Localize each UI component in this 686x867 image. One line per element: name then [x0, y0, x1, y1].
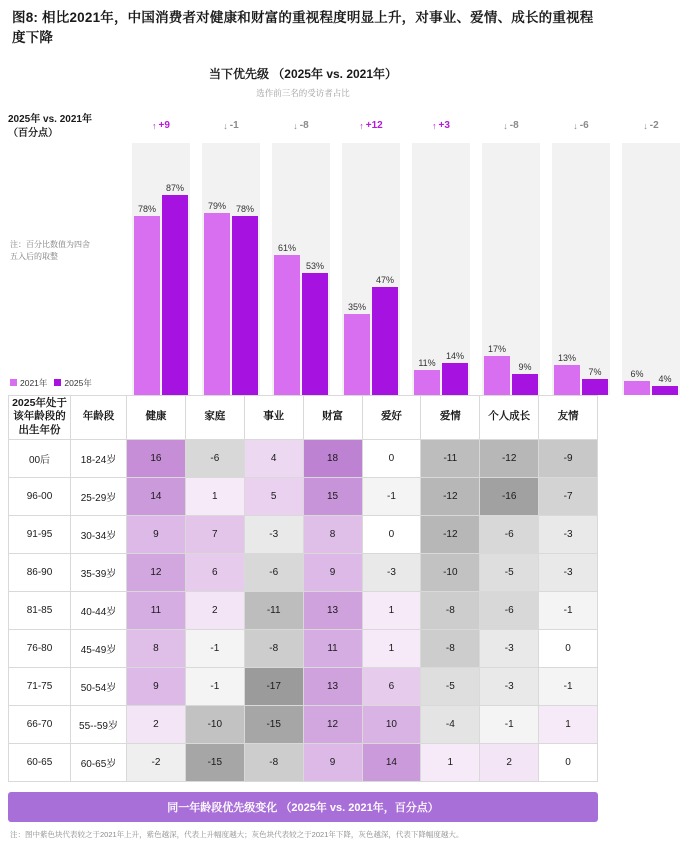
cell-delta-财富: 15	[303, 477, 362, 515]
chart-title: 当下优先级 （2025年 vs. 2021年）	[208, 66, 398, 81]
cell-delta-友情: -3	[539, 515, 598, 553]
bar-wrap-2025年-友情	[652, 143, 678, 395]
cell-delta-友情: 0	[539, 743, 598, 781]
legend-swatch-2025	[54, 379, 61, 386]
delta-value-4	[336, 109, 406, 143]
bar-wrap-2025年-个人成长	[582, 143, 608, 395]
bar-value-label: 7%	[588, 366, 602, 377]
cell-delta-爱好: 0	[362, 515, 421, 553]
cell-delta-事业: 5	[244, 477, 303, 515]
arrow-down-icon: ↓	[503, 120, 508, 131]
bar-2021年	[554, 365, 580, 395]
bar-wrap-2025年-事业	[302, 143, 328, 395]
cell-delta-事业: -8	[244, 743, 303, 781]
cell-birth-year: 81-85	[9, 591, 71, 629]
cell-delta-爱情: -8	[421, 591, 480, 629]
cell-age-range: 35-39岁	[71, 553, 127, 591]
cell-delta-个人成长: -1	[480, 705, 539, 743]
cell-delta-财富: 9	[303, 553, 362, 591]
cell-delta-爱情: -11	[421, 439, 480, 477]
cell-delta-健康: 9	[127, 667, 186, 705]
matrix-col-friendship: 友情	[539, 395, 598, 439]
cell-birth-year: 66-70	[9, 705, 71, 743]
cell-delta-个人成长: 2	[480, 743, 539, 781]
bar-value-label: 87%	[165, 182, 184, 193]
cell-delta-健康: 8	[127, 629, 186, 667]
matrix-col-hobby: 爱好	[362, 395, 421, 439]
bar-value-label: 17%	[487, 343, 506, 354]
arrow-up-icon: ↑	[152, 120, 157, 131]
cell-delta-友情: -7	[539, 477, 598, 515]
delta-value-5	[406, 109, 476, 143]
cell-age-range: 18-24岁	[71, 439, 127, 477]
bar-wrap-2021年-财富	[344, 143, 370, 395]
cell-delta-爱好: 6	[362, 667, 421, 705]
chart-column-3	[266, 109, 336, 395]
cell-delta-财富: 8	[303, 515, 362, 553]
delta-text-3: -8	[299, 120, 309, 131]
bar-2021年	[134, 216, 160, 395]
cell-delta-爱好: 1	[362, 591, 421, 629]
cell-delta-爱情: -8	[421, 629, 480, 667]
cell-age-range: 55--59岁	[71, 705, 127, 743]
legend-label-2021: 2021年	[20, 377, 48, 388]
matrix-header-row	[9, 395, 598, 439]
table-row	[9, 743, 598, 781]
bar-value-label: 13%	[557, 352, 576, 363]
chart-column-4	[336, 109, 406, 395]
cell-age-range: 30-34岁	[71, 515, 127, 553]
cell-delta-友情: -1	[539, 667, 598, 705]
rounding-note: 注：百分比数值为四舍 五入后的取整	[10, 239, 90, 261]
priority-change-matrix	[8, 395, 598, 782]
bar-2021年	[414, 370, 440, 395]
cell-delta-友情: 0	[539, 629, 598, 667]
cell-delta-健康: 11	[127, 591, 186, 629]
cell-delta-爱情: -10	[421, 553, 480, 591]
bar-2021年	[204, 213, 230, 395]
bar-wrap-2021年-家庭	[204, 143, 230, 395]
chart-column-8	[616, 109, 686, 395]
delta-row-header-line2: （百分点）	[8, 128, 58, 139]
bar-wrap-2021年-健康	[134, 143, 160, 395]
table-row	[9, 629, 598, 667]
cell-birth-year: 86-90	[9, 553, 71, 591]
cell-delta-爱情: 1	[421, 743, 480, 781]
bar-group-爱好	[412, 143, 470, 395]
cell-delta-健康: 9	[127, 515, 186, 553]
delta-value-2	[196, 109, 266, 143]
cell-age-range: 40-44岁	[71, 591, 127, 629]
table-row	[9, 477, 598, 515]
bar-wrap-2025年-爱情	[512, 143, 538, 395]
delta-value-1	[126, 109, 196, 143]
matrix-col-wealth: 财富	[303, 395, 362, 439]
cell-delta-爱好: -1	[362, 477, 421, 515]
bar-wrap-2021年-个人成长	[554, 143, 580, 395]
chart-left-column	[8, 109, 126, 395]
bar-wrap-2021年-爱情	[484, 143, 510, 395]
cell-delta-家庭: 7	[185, 515, 244, 553]
cell-delta-个人成长: -6	[480, 591, 539, 629]
cell-birth-year: 71-75	[9, 667, 71, 705]
cell-delta-事业: 4	[244, 439, 303, 477]
bar-wrap-2025年-健康	[162, 143, 188, 395]
cell-delta-事业: -3	[244, 515, 303, 553]
bar-value-label: 78%	[137, 203, 156, 214]
bar-value-label: 14%	[445, 350, 464, 361]
bar-wrap-2025年-财富	[372, 143, 398, 395]
cell-delta-个人成长: -3	[480, 629, 539, 667]
cell-delta-爱情: -5	[421, 667, 480, 705]
delta-value-7	[546, 109, 616, 143]
delta-value-8	[616, 109, 686, 143]
delta-text-8: -2	[649, 120, 659, 131]
cell-delta-友情: 1	[539, 705, 598, 743]
legend-swatch-2021	[10, 379, 17, 386]
cell-delta-事业: -8	[244, 629, 303, 667]
delta-text-1: +9	[158, 120, 170, 131]
cell-birth-year: 60-65	[9, 743, 71, 781]
cell-age-range: 25-29岁	[71, 477, 127, 515]
matrix-col-age: 年龄段	[71, 395, 127, 439]
bar-2021年	[274, 255, 300, 395]
delta-text-6: -8	[509, 120, 519, 131]
bar-value-label: 47%	[375, 274, 394, 285]
bar-2025年	[512, 374, 538, 395]
arrow-down-icon: ↓	[573, 120, 578, 131]
cell-age-range: 50-54岁	[71, 667, 127, 705]
bar-2025年	[232, 216, 258, 395]
chart-column-5	[406, 109, 476, 395]
cell-delta-健康: -2	[127, 743, 186, 781]
cell-delta-家庭: 2	[185, 591, 244, 629]
cell-delta-个人成长: -5	[480, 553, 539, 591]
arrow-up-icon: ↑	[359, 120, 364, 131]
cell-birth-year: 76-80	[9, 629, 71, 667]
cell-delta-事业: -15	[244, 705, 303, 743]
figure-title: 图8: 相比2021年，中国消费者对健康和财富的重视程度明显上升，对事业、爱情、成长的重视程度下降	[12, 10, 594, 46]
table-row	[9, 591, 598, 629]
chart-column-7	[546, 109, 616, 395]
bar-value-label: 6%	[630, 368, 644, 379]
cell-delta-财富: 13	[303, 667, 362, 705]
table-row	[9, 705, 598, 743]
chart-column-2	[196, 109, 266, 395]
cell-delta-爱情: -4	[421, 705, 480, 743]
chart-area	[8, 109, 672, 395]
cell-delta-家庭: -6	[185, 439, 244, 477]
bar-value-label: 53%	[305, 260, 324, 271]
legend-label-2025: 2025年	[64, 377, 92, 388]
cell-delta-家庭: -15	[185, 743, 244, 781]
cell-delta-个人成长: -3	[480, 667, 539, 705]
bar-2025年	[302, 273, 328, 395]
cell-delta-家庭: 1	[185, 477, 244, 515]
bar-2025年	[442, 363, 468, 395]
delta-text-5: +3	[438, 120, 450, 131]
cell-birth-year: 96-00	[9, 477, 71, 515]
chart-column-6	[476, 109, 546, 395]
cell-delta-个人成长: -16	[480, 477, 539, 515]
bar-value-label: 35%	[347, 301, 366, 312]
cell-delta-爱好: 10	[362, 705, 421, 743]
arrow-down-icon: ↓	[643, 120, 648, 131]
bar-2025年	[652, 386, 678, 395]
bar-group-爱情	[482, 143, 540, 395]
cell-delta-财富: 11	[303, 629, 362, 667]
cell-birth-year: 91-95	[9, 515, 71, 553]
bar-group-健康	[132, 143, 190, 395]
bar-2021年	[344, 314, 370, 395]
chart-subtitle: 选作前三名的受访者占比	[256, 87, 350, 98]
bar-value-label: 9%	[518, 361, 532, 372]
bar-wrap-2021年-事业	[274, 143, 300, 395]
matrix-header	[9, 395, 598, 439]
cell-delta-个人成长: -12	[480, 439, 539, 477]
cell-delta-爱情: -12	[421, 515, 480, 553]
cell-delta-健康: 12	[127, 553, 186, 591]
bar-value-label: 61%	[277, 242, 296, 253]
arrow-up-icon: ↑	[432, 120, 437, 131]
matrix-caption-band: 同一年龄段优先级变化 （2025年 vs. 2021年，百分点）	[8, 792, 598, 822]
matrix-col-health: 健康	[127, 395, 186, 439]
cell-delta-个人成长: -6	[480, 515, 539, 553]
cell-delta-家庭: 6	[185, 553, 244, 591]
delta-text-7: -6	[579, 120, 589, 131]
matrix-col-family: 家庭	[185, 395, 244, 439]
cell-delta-财富: 13	[303, 591, 362, 629]
cell-delta-事业: -11	[244, 591, 303, 629]
cell-delta-友情: -9	[539, 439, 598, 477]
cell-age-range: 45-49岁	[71, 629, 127, 667]
bar-2025年	[372, 287, 398, 395]
cell-delta-爱好: 14	[362, 743, 421, 781]
delta-row-header-line1: 2025年 vs. 2021年	[8, 113, 92, 125]
bar-group-事业	[272, 143, 330, 395]
cell-delta-家庭: -1	[185, 629, 244, 667]
arrow-down-icon: ↓	[293, 120, 298, 131]
cell-delta-爱好: 0	[362, 439, 421, 477]
matrix-body	[9, 439, 598, 781]
bar-2021年	[484, 356, 510, 395]
matrix-col-love: 爱情	[421, 395, 480, 439]
bar-wrap-2021年-爱好	[414, 143, 440, 395]
chart-columns	[126, 109, 686, 395]
cell-delta-健康: 16	[127, 439, 186, 477]
bar-wrap-2021年-友情	[624, 143, 650, 395]
delta-row-header	[8, 109, 126, 142]
bar-value-label: 78%	[235, 203, 254, 214]
matrix-col-career: 事业	[244, 395, 303, 439]
bar-wrap-2025年-家庭	[232, 143, 258, 395]
cell-delta-友情: -1	[539, 591, 598, 629]
cell-delta-家庭: -1	[185, 667, 244, 705]
delta-value-6	[476, 109, 546, 143]
cell-delta-事业: -6	[244, 553, 303, 591]
table-row	[9, 439, 598, 477]
matrix-col-growth: 个人成长	[480, 395, 539, 439]
cell-delta-爱好: -3	[362, 553, 421, 591]
matrix-col-birth-year: 2025年处于 该年龄段的 出生年份	[9, 395, 71, 439]
bar-2025年	[582, 379, 608, 395]
cell-delta-家庭: -10	[185, 705, 244, 743]
cell-delta-财富: 18	[303, 439, 362, 477]
bar-group-个人成长	[552, 143, 610, 395]
cell-delta-健康: 2	[127, 705, 186, 743]
delta-text-4: +12	[365, 120, 383, 131]
cell-delta-健康: 14	[127, 477, 186, 515]
bar-2021年	[624, 381, 650, 395]
arrow-down-icon: ↓	[223, 120, 228, 131]
cell-delta-财富: 12	[303, 705, 362, 743]
delta-value-3	[266, 109, 336, 143]
bar-value-label: 4%	[658, 373, 672, 384]
cell-delta-爱情: -12	[421, 477, 480, 515]
bar-wrap-2025年-爱好	[442, 143, 468, 395]
table-row	[9, 667, 598, 705]
bar-value-label: 79%	[207, 200, 226, 211]
figure-footnote: 注：图中紫色块代表较之于2021年上升，紫色越深，代表上升幅度越大；灰色块代表较之于2021年下降，灰色越深，代表下降幅度越大。	[10, 829, 464, 839]
cell-delta-事业: -17	[244, 667, 303, 705]
delta-text-2: -1	[229, 120, 239, 131]
cell-delta-爱好: 1	[362, 629, 421, 667]
chart-column-1	[126, 109, 196, 395]
cell-delta-财富: 9	[303, 743, 362, 781]
chart-legend	[10, 377, 92, 389]
bar-value-label: 11%	[418, 357, 436, 368]
bar-2025年	[162, 195, 188, 395]
cell-birth-year: 00后	[9, 439, 71, 477]
cell-age-range: 60-65岁	[71, 743, 127, 781]
bar-group-家庭	[202, 143, 260, 395]
bar-group-友情	[622, 143, 680, 395]
bar-group-财富	[342, 143, 400, 395]
table-row	[9, 515, 598, 553]
table-row	[9, 553, 598, 591]
cell-delta-友情: -3	[539, 553, 598, 591]
